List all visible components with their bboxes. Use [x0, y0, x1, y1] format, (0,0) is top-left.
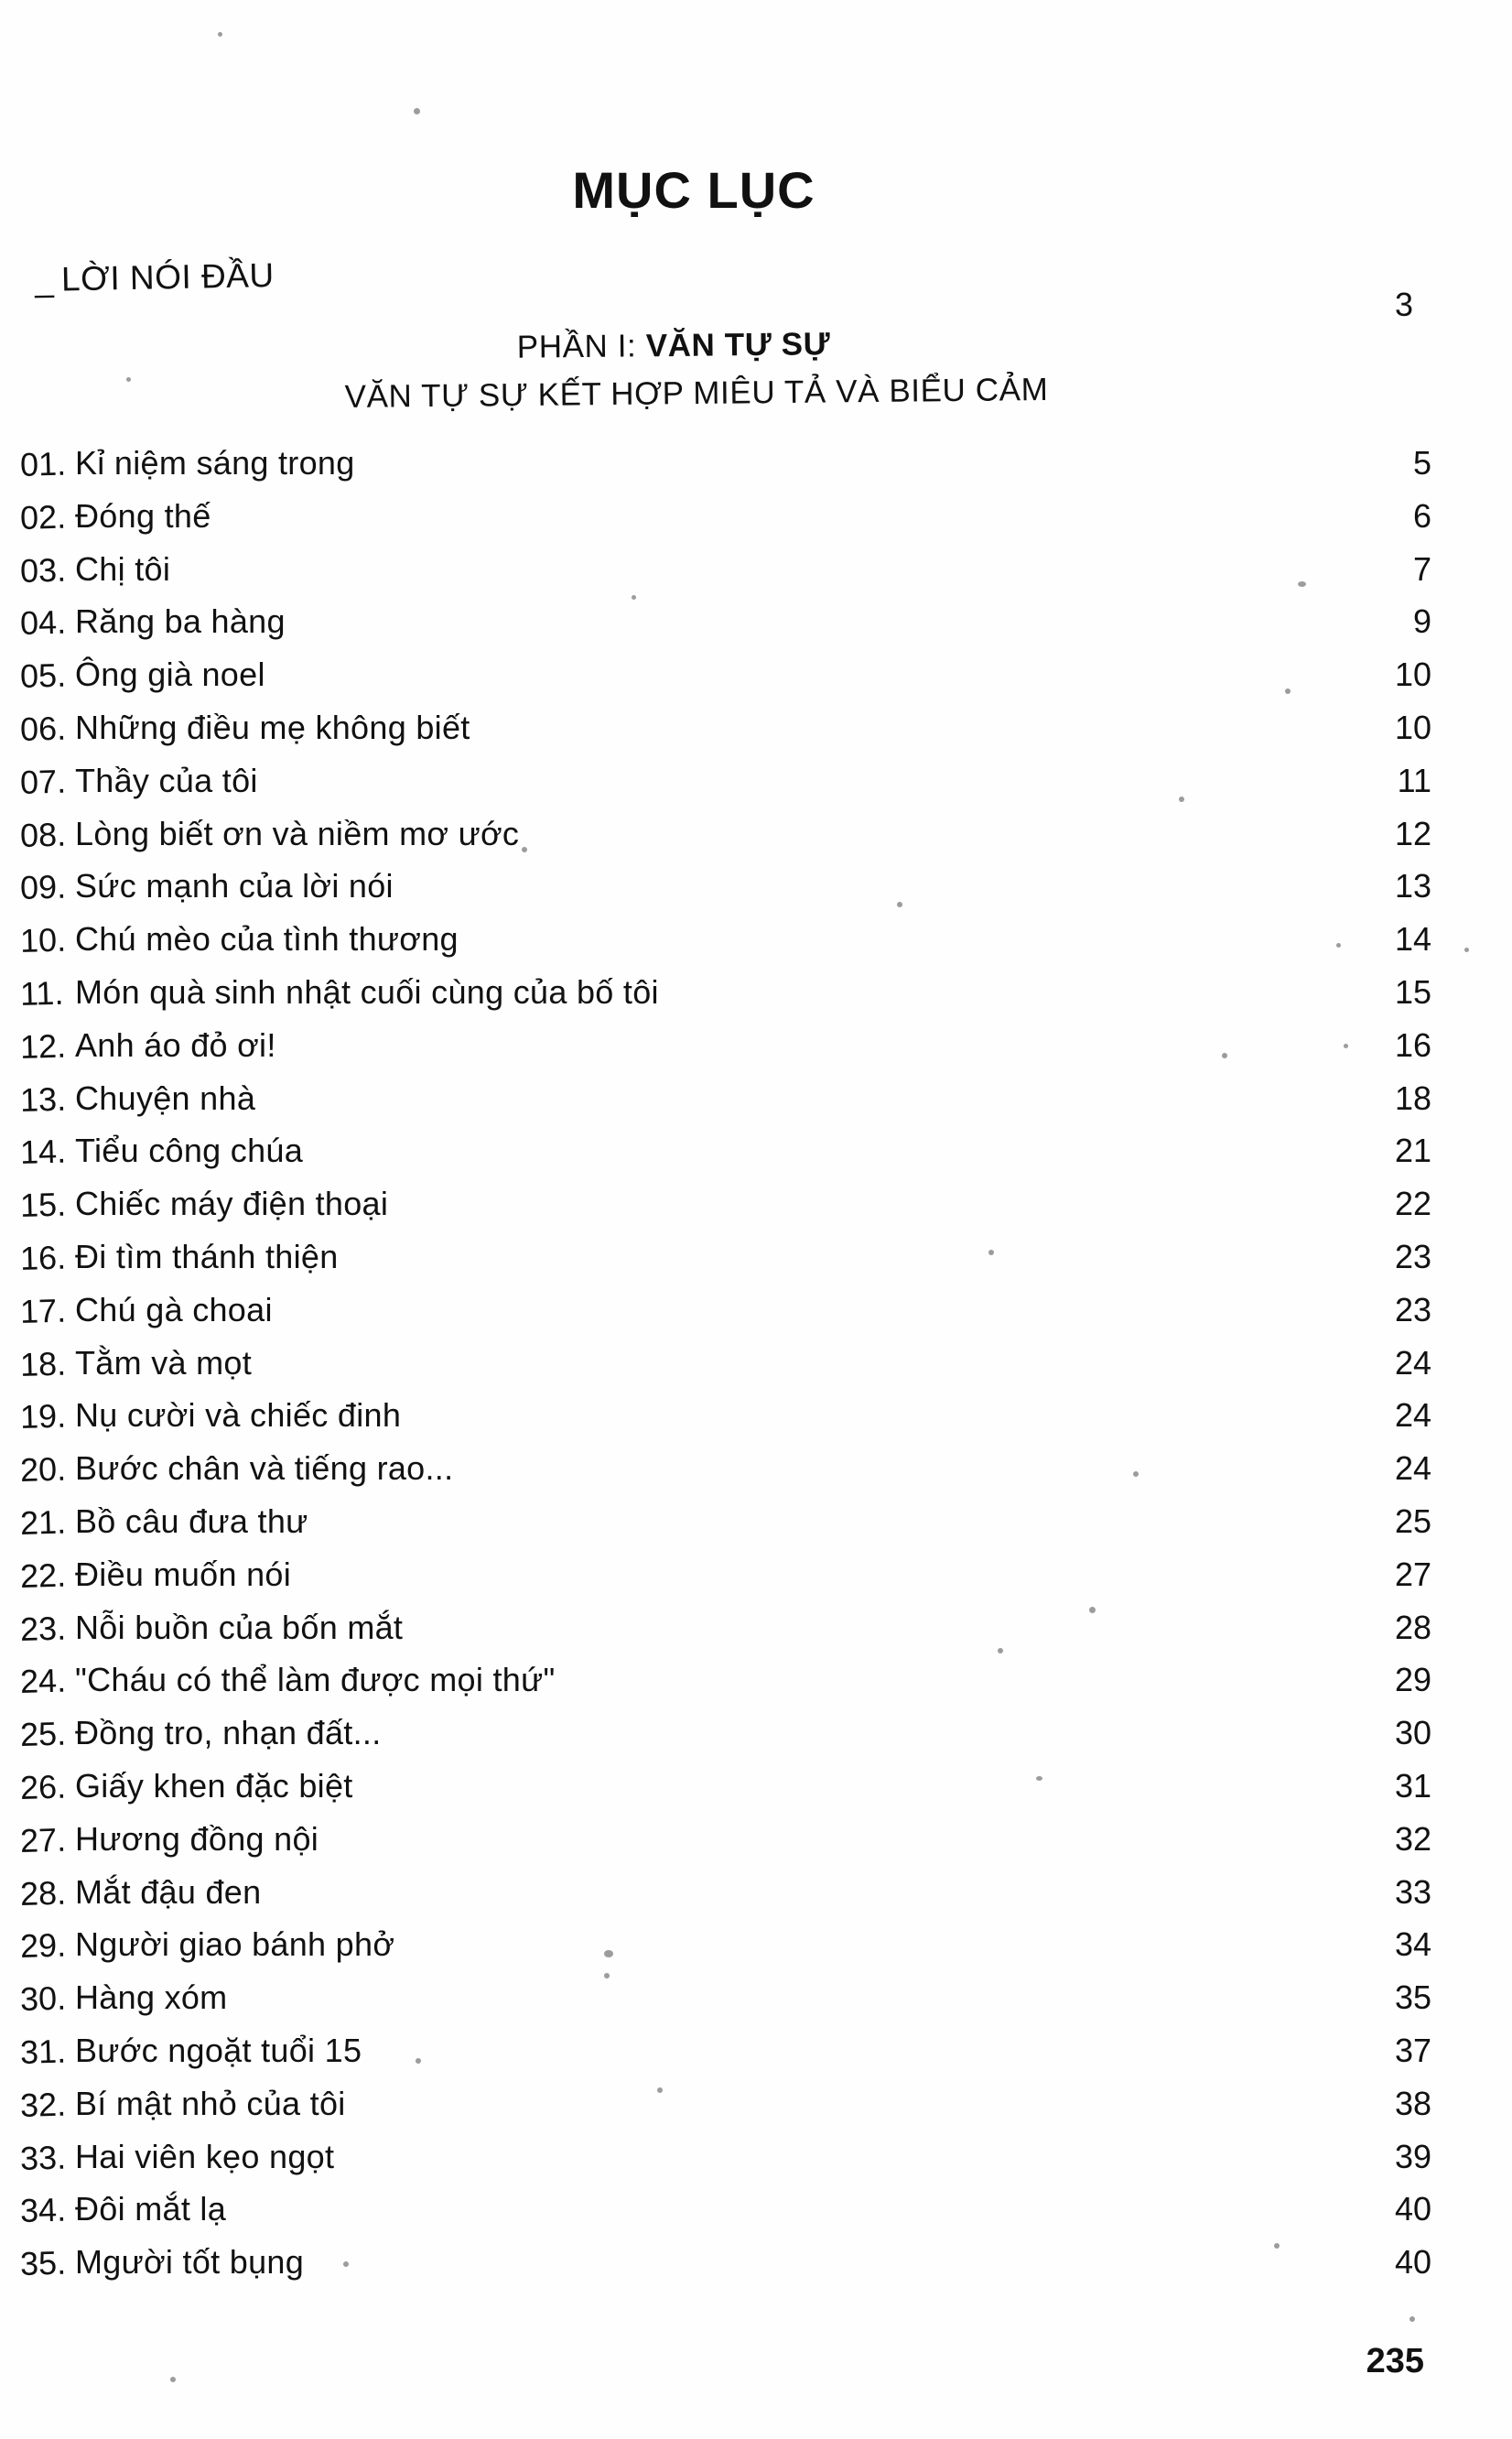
scan-speck	[1344, 1044, 1348, 1048]
toc-number: 21.	[19, 1502, 67, 1542]
scan-speck	[632, 595, 636, 600]
toc-page-number: 35	[1394, 1978, 1431, 2017]
toc-number: 13.	[19, 1079, 67, 1119]
toc-row	[0, 1767, 1512, 1820]
toc-label: Chú mèo của tình thương	[75, 920, 459, 959]
toc-label: Thầy của tôi	[75, 761, 258, 799]
toc-page-number: 40	[1394, 2190, 1431, 2228]
toc-number: 22.	[19, 1556, 67, 1595]
toc-row	[0, 550, 1512, 603]
scan-speck	[1222, 1053, 1227, 1058]
folio-number: 235	[1366, 2342, 1424, 2380]
scan-speck	[126, 377, 131, 382]
toc-label: Giấy khen đặc biệt	[75, 1766, 353, 1805]
scan-speck	[343, 2261, 349, 2267]
toc-row	[0, 1925, 1512, 1978]
toc-label: Hàng xóm	[75, 1978, 228, 2017]
toc-page-number: 23	[1394, 1290, 1431, 1328]
toc-label: Bồ câu đưa thư	[75, 1501, 308, 1540]
toc-row	[0, 1079, 1512, 1133]
toc-number: 30.	[19, 1978, 67, 2019]
toc-label: Lòng biết ơn và niềm mơ ước	[75, 814, 520, 852]
toc-label: Bước chân và tiếng rao...	[75, 1449, 454, 1488]
toc-number: 09.	[19, 867, 67, 907]
preface-page-number: 3	[1395, 286, 1414, 323]
scan-speck	[522, 847, 527, 852]
toc-label: Ông già noel	[75, 656, 265, 694]
scan-speck	[1179, 797, 1184, 802]
toc-number: 25.	[19, 1714, 67, 1754]
toc-label: Hai viên kẹo ngọt	[75, 2137, 335, 2175]
toc-label: Tiểu công chúa	[75, 1132, 304, 1170]
toc-row	[0, 1873, 1512, 1926]
toc-number: 26.	[19, 1767, 67, 1806]
part-heading-line1	[0, 320, 1430, 372]
toc-label: Chuyện nhà	[75, 1079, 256, 1117]
toc-label: Chú gà choai	[75, 1290, 273, 1328]
toc-label: Anh áo đỏ ơi!	[75, 1025, 276, 1064]
scan-speck	[604, 1973, 610, 1978]
toc-label: Điều muốn nói	[75, 1555, 292, 1593]
toc-page-number: 10	[1394, 656, 1431, 694]
toc-page-number: 31	[1394, 1766, 1431, 1805]
toc-number: 05.	[19, 656, 67, 696]
scan-speck	[604, 1950, 613, 1957]
toc-row	[0, 1026, 1512, 1079]
toc-page-number: 22	[1394, 1185, 1431, 1223]
toc-row	[0, 1502, 1512, 1556]
scan-speck	[1274, 2243, 1280, 2249]
toc-label: Đồng tro, nhạn đất...	[75, 1714, 382, 1752]
toc-number: 06.	[19, 709, 67, 748]
toc-row	[0, 2138, 1512, 2191]
scan-speck	[897, 902, 902, 907]
toc-row	[0, 1185, 1512, 1238]
toc-row	[0, 497, 1512, 550]
toc-row	[0, 1609, 1512, 1662]
page-title: MỤC LỤC	[572, 161, 815, 219]
toc-page-number: 34	[1394, 1925, 1431, 1964]
toc-number: 33.	[19, 2138, 67, 2177]
toc-page-number: 13	[1394, 867, 1431, 905]
toc-number: 16.	[19, 1238, 67, 1277]
scan-speck	[657, 2087, 663, 2093]
scan-speck	[1464, 948, 1469, 952]
toc-row	[0, 2032, 1512, 2085]
toc-list	[0, 444, 1512, 2296]
toc-row	[0, 1291, 1512, 1344]
toc-number: 31.	[19, 2032, 67, 2071]
toc-number: 23.	[19, 1609, 67, 1648]
toc-page-number: 24	[1394, 1343, 1431, 1382]
scan-speck	[170, 2377, 176, 2382]
scan-speck	[988, 1250, 994, 1255]
toc-label: Mắt đậu đen	[75, 1872, 262, 1911]
toc-row	[0, 1820, 1512, 1873]
toc-row	[0, 920, 1512, 973]
toc-row	[0, 2243, 1512, 2296]
toc-label: Đôi mắt lạ	[75, 2190, 227, 2228]
toc-page-number: 9	[1412, 602, 1431, 641]
toc-label: Mgười tốt bụng	[75, 2243, 305, 2282]
toc-row	[0, 1661, 1512, 1714]
toc-page-number: 12	[1394, 814, 1431, 852]
toc-number: 27.	[19, 1820, 67, 1859]
toc-number: 29.	[19, 1925, 67, 1966]
toc-number: 28.	[19, 1873, 67, 1913]
toc-page-number: 33	[1394, 1872, 1431, 1911]
toc-page-number: 32	[1394, 1819, 1431, 1858]
toc-row	[0, 1714, 1512, 1767]
toc-label: Kỉ niệm sáng trong	[75, 444, 355, 482]
toc-number: 15.	[19, 1185, 67, 1225]
toc-number: 11.	[19, 973, 64, 1013]
part-title: VĂN TỰ SỰ	[645, 326, 831, 364]
toc-page-number: 39	[1394, 2137, 1431, 2175]
toc-row	[0, 1132, 1512, 1185]
toc-number: 07.	[19, 762, 67, 801]
toc-page-number: 7	[1412, 549, 1431, 588]
toc-number: 20.	[19, 1449, 67, 1490]
toc-row	[0, 973, 1512, 1026]
toc-number: 24.	[19, 1661, 67, 1701]
toc-number: 18.	[19, 1344, 67, 1383]
toc-page-number: 24	[1394, 1449, 1431, 1488]
toc-label: Đi tìm thánh thiện	[75, 1237, 339, 1275]
toc-number: 12.	[19, 1026, 67, 1066]
scan-speck	[1336, 943, 1341, 948]
toc-row	[0, 1449, 1512, 1502]
toc-page-number: 10	[1394, 708, 1431, 746]
toc-row	[0, 709, 1512, 762]
toc-row	[0, 2085, 1512, 2138]
scan-speck	[1409, 2316, 1415, 2322]
toc-row	[0, 2190, 1512, 2243]
toc-number: 01.	[19, 444, 67, 483]
scan-speck	[414, 108, 420, 114]
toc-row	[0, 444, 1512, 497]
toc-row	[0, 762, 1512, 815]
toc-page-number: 18	[1394, 1079, 1431, 1117]
toc-row	[0, 602, 1512, 656]
toc-page-number: 40	[1394, 2243, 1431, 2282]
toc-page-number: 15	[1394, 972, 1431, 1011]
toc-page-number: 23	[1394, 1237, 1431, 1275]
toc-number: 17.	[19, 1291, 67, 1330]
part-heading-line2: VĂN TỰ SỰ KẾT HỢP MIÊU TẢ VÀ BIỂU CẢM	[344, 371, 1049, 416]
toc-label: Bí mật nhỏ của tôi	[75, 2084, 346, 2122]
toc-page-number: 5	[1412, 444, 1431, 482]
toc-label: Đóng thế	[75, 496, 211, 535]
toc-page-number: 11	[1397, 761, 1431, 799]
toc-label: Bước ngoặt tuổi 15	[75, 2031, 362, 2069]
part-prefix: PHẦN I:	[516, 328, 637, 365]
scan-speck	[998, 1648, 1003, 1653]
scan-speck	[218, 32, 222, 37]
toc-page-number: 21	[1394, 1132, 1431, 1170]
toc-label: Răng ba hàng	[75, 602, 286, 641]
toc-page-number: 28	[1394, 1608, 1431, 1646]
toc-label: Tằm và mọt	[75, 1343, 253, 1382]
scan-speck	[1089, 1607, 1096, 1613]
toc-label: Sức mạnh của lời nói	[75, 867, 394, 905]
toc-number: 35.	[19, 2243, 67, 2283]
toc-page-number: 6	[1412, 496, 1431, 535]
toc-number: 19.	[19, 1396, 67, 1436]
toc-label: Hương đồng nội	[75, 1819, 319, 1858]
toc-page-number: 30	[1394, 1714, 1431, 1752]
toc-row	[0, 1978, 1512, 2032]
scan-speck	[416, 2058, 421, 2064]
toc-row	[0, 1238, 1512, 1291]
toc-page-number: 25	[1394, 1501, 1431, 1540]
toc-page-number: 16	[1394, 1025, 1431, 1064]
toc-row	[0, 815, 1512, 868]
toc-page-number: 14	[1394, 920, 1431, 959]
toc-label: Người giao bánh phở	[75, 1925, 395, 1964]
toc-label: Những điều mẹ không biết	[75, 708, 470, 746]
toc-number: 34.	[19, 2190, 67, 2230]
scan-speck	[1133, 1471, 1139, 1477]
toc-label: Chị tôi	[75, 549, 171, 588]
toc-row	[0, 1344, 1512, 1397]
toc-label: "Cháu có thể làm được mọi thứ"	[75, 1661, 556, 1699]
toc-page-number: 38	[1394, 2084, 1431, 2122]
preface-label: LỜI NÓI ĐẦU	[60, 255, 275, 298]
toc-label: Nụ cười và chiếc đinh	[75, 1396, 402, 1435]
toc-number: 04.	[19, 603, 67, 643]
toc-row	[0, 1396, 1512, 1449]
toc-row	[0, 656, 1512, 709]
toc-label: Món quà sinh nhật cuối cùng của bố tôi	[75, 972, 659, 1011]
toc-page-number: 29	[1394, 1661, 1431, 1699]
preface-entry	[35, 256, 275, 299]
toc-number: 02.	[19, 497, 67, 537]
toc-number: 03.	[19, 550, 67, 590]
toc-number: 10.	[19, 920, 67, 960]
toc-label: Nỗi buồn của bốn mắt	[75, 1608, 404, 1646]
scan-speck	[1036, 1776, 1042, 1781]
toc-label: Chiếc máy điện thoại	[75, 1185, 389, 1223]
preface-dash: _	[34, 260, 55, 298]
toc-number: 14.	[19, 1132, 67, 1172]
toc-row	[0, 1556, 1512, 1609]
scan-speck	[1285, 688, 1291, 694]
toc-number: 32.	[19, 2085, 67, 2124]
toc-page-number: 24	[1394, 1396, 1431, 1435]
toc-number: 08.	[19, 815, 67, 854]
scan-speck	[1298, 581, 1306, 587]
toc-row	[0, 867, 1512, 920]
toc-page-number: 27	[1394, 1555, 1431, 1593]
toc-page-number: 37	[1394, 2031, 1431, 2069]
